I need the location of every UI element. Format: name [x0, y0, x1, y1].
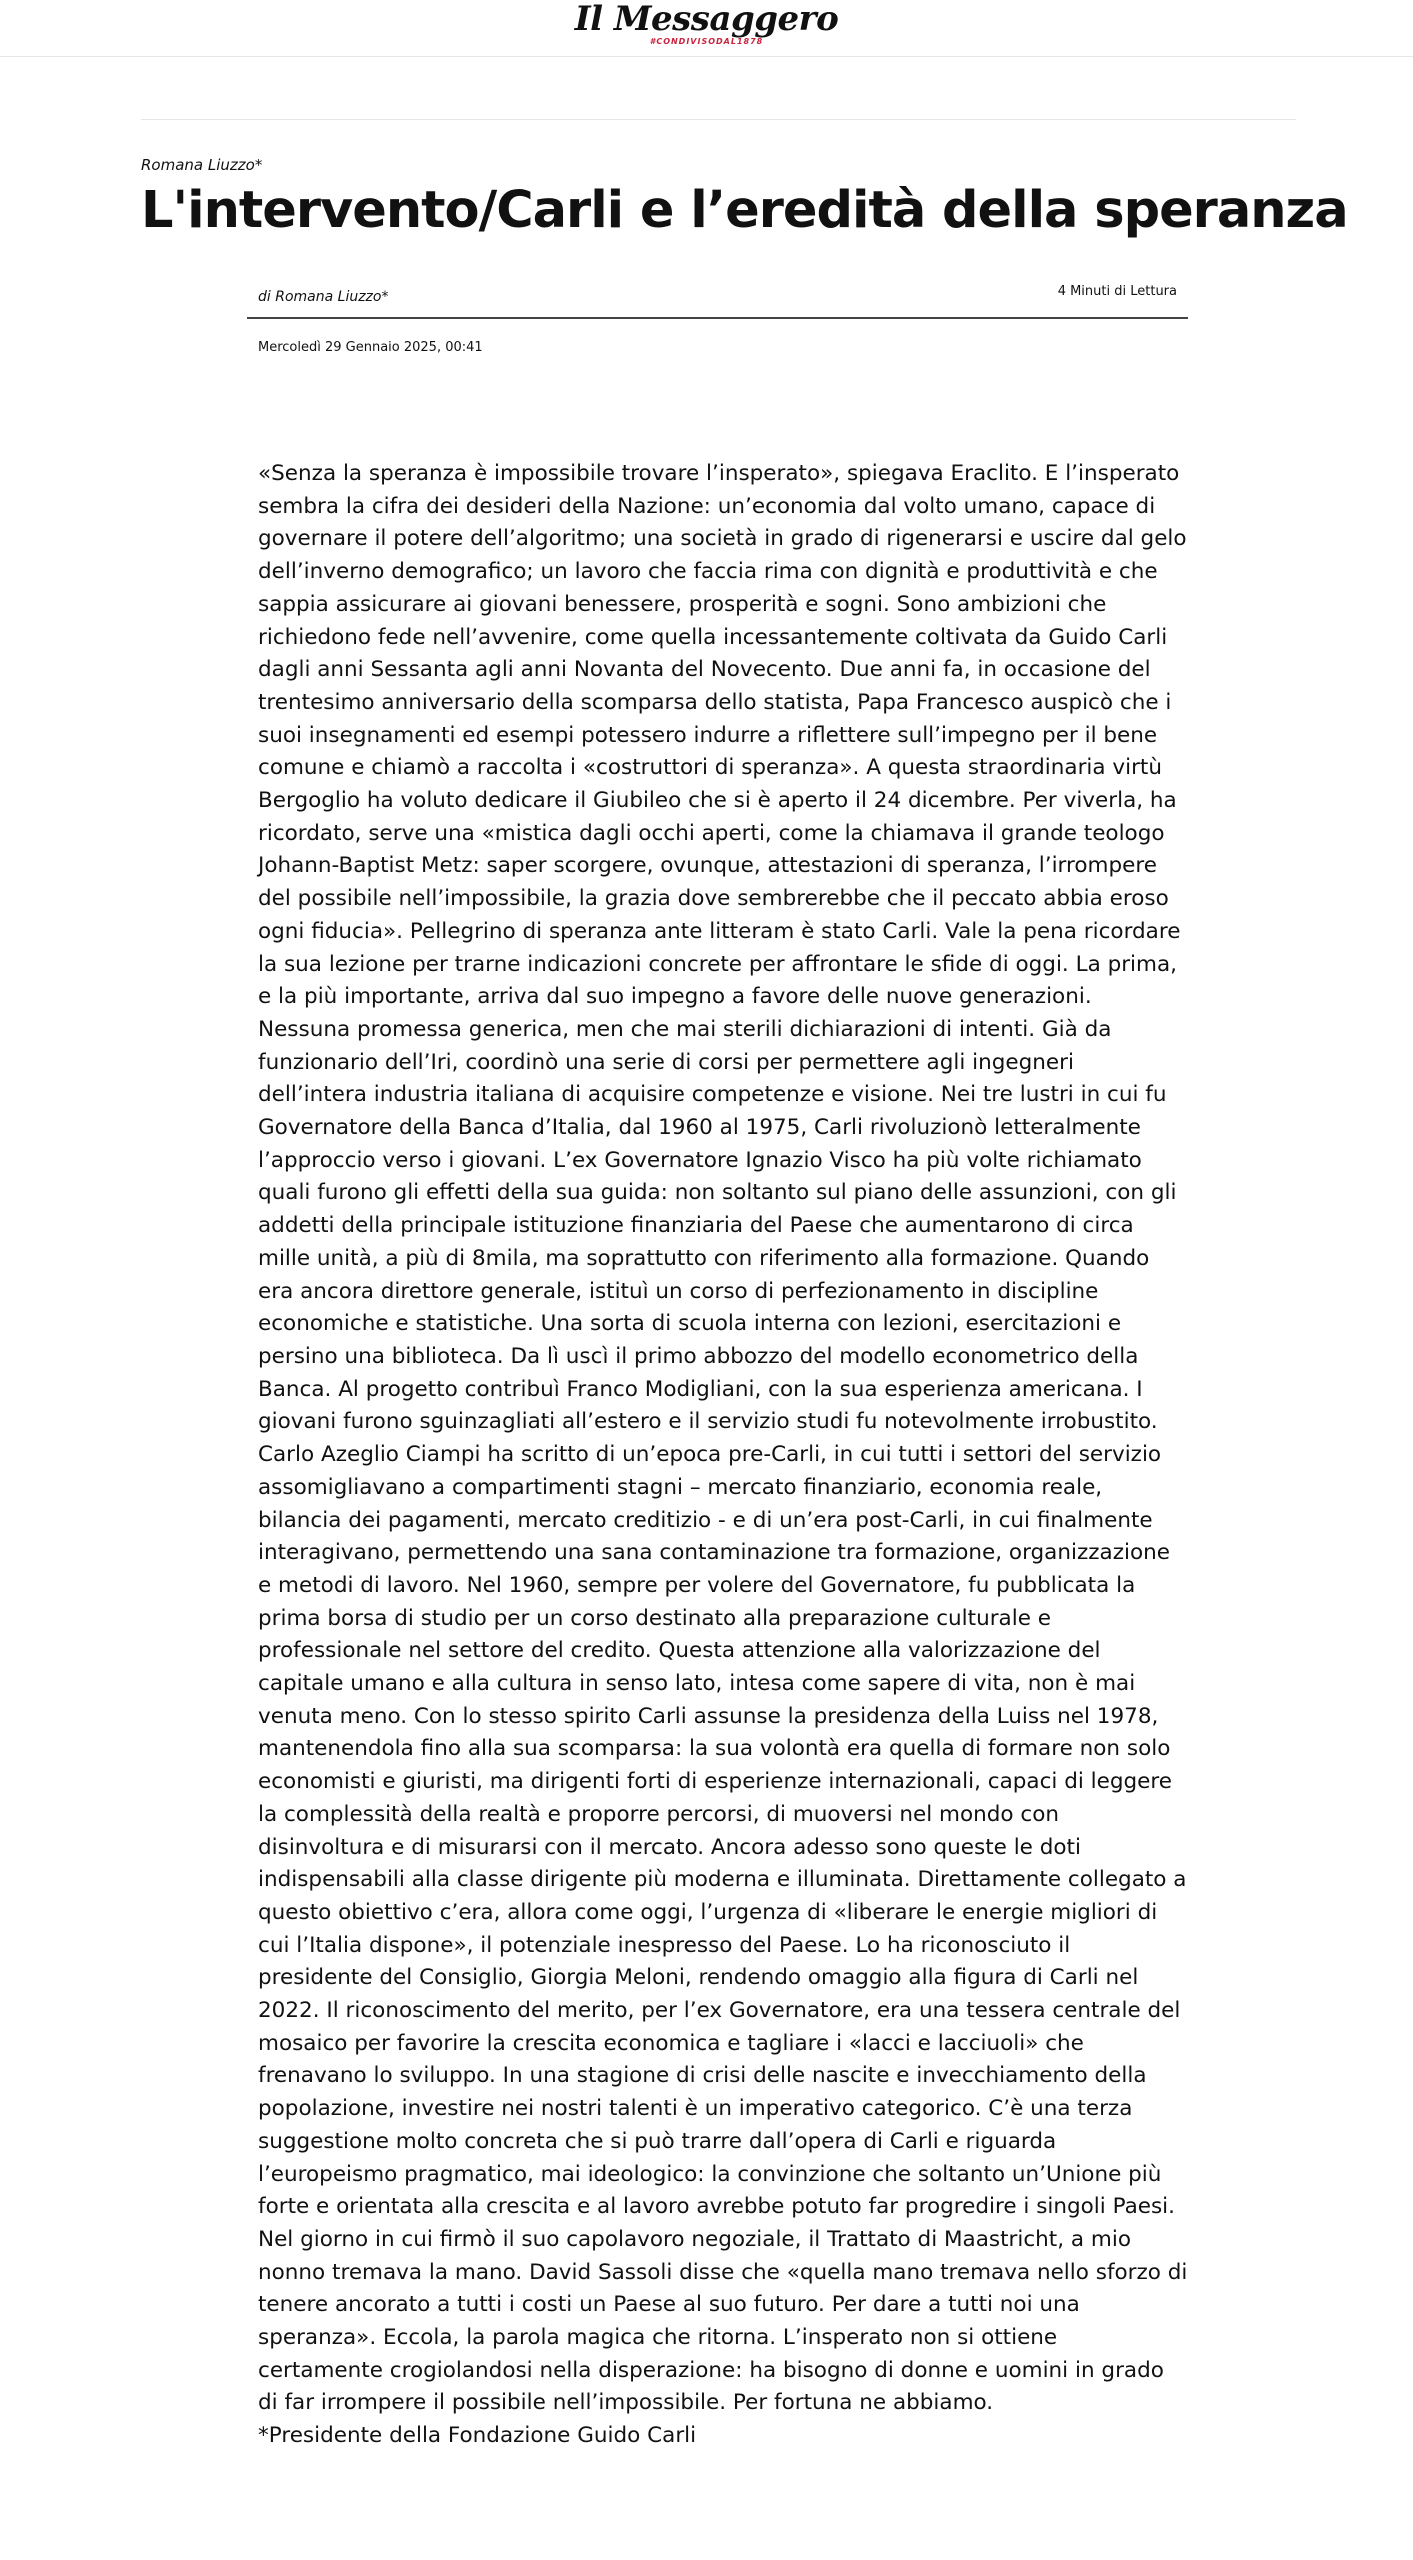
article-title: L'intervento/Carli e l’eredità della speranza [141, 181, 1348, 240]
publish-date: Mercoledì 29 Gennaio 2025, 00:41 [258, 340, 483, 355]
logo-tagline: #CONDIVISODAL1878 [649, 37, 764, 46]
logo-text: Il Messaggero [574, 0, 839, 39]
author-label[interactable]: Romana Liuzzo* [141, 156, 263, 174]
logo-area [0, 0, 1413, 48]
article-body [258, 458, 1188, 2453]
read-time: 4 Minuti di Lettura [1057, 284, 1177, 299]
top-divider [141, 119, 1296, 120]
site-logo[interactable] [575, 2, 839, 47]
byline[interactable]: di Romana Liuzzo* [258, 289, 389, 305]
site-header [0, 0, 1413, 57]
meta-divider [247, 317, 1188, 319]
article-signature: *Presidente della Fondazione Guido Carli [258, 2423, 697, 2449]
article-paragraph: «Senza la speranza è impossibile trovare l’insperato», spiegava Eraclito. E l’insperato sembra la cifra dei desideri della Nazione: un’economia dal volto umano, capace di governare il potere dell’algoritmo; una società in grado di rigenerarsi e uscire dal gelo dell’inverno demografico; un lavoro che faccia rima con dignità e produttività e che sappia assicurare ai giovani benessere, prosperità e sogni. Sono ambizioni che richiedono fede nell’avvenire, come quella incessantemente coltivata da Guido Carli dagli anni Sessanta agli anni Novanta del Novecento. Due anni fa, in occasione del trentesimo anniversario della scomparsa dello statista, Papa Francesco auspicò che i suoi insegnamenti ed esempi potessero indurre a riflettere sull’impegno per il bene comune e chiamò a raccolta i «costruttori di speranza». A questa straordinaria virtù Bergoglio ha voluto dedicare il Giubileo che si è aperto il 24 dicembre. Per viverla, ha ricordato, serve una «mistica dagli occhi aperti, come la chiamava il grande teologo Johann-Baptist Metz: saper scorgere, ovunque, attestazioni di speranza, l’irrompere del possibile nell’impossibile, la grazia dove sembrerebbe che il peccato abbia eroso ogni fiducia». Pellegrino di speranza ante litteram è stato Carli. Vale la pena ricordare la sua lezione per trarne indicazioni concrete per affrontare le sfide di oggi. La prima, e la più importante, arriva dal suo impegno a favore delle nuove generazioni. Nessuna promessa generica, men che mai sterili dichiarazioni di intenti. Già da funzionario dell’Iri, coordinò una serie di corsi per permettere agli ingegneri dell’intera industria italiana di acquisire competenze e visione. Nei tre lustri in cui fu Governatore della Banca d’Italia, dal 1960 al 1975, Carli rivoluzionò letteralmente l’approccio verso i giovani. L’ex Governatore Ignazio Visco ha più volte richiamato quali furono gli effetti della sua guida: non soltanto sul piano delle assunzioni, con gli addetti della principale istituzione finanziaria del Paese che aumentarono di circa mille unità, a più di 8mila, ma soprattutto con riferimento alla formazione. Quando era ancora direttore generale, istituì un corso di perfezionamento in discipline economiche e statistiche. Una sorta di scuola interna con lezioni, esercitazioni e persino una biblioteca. Da lì uscì il primo abbozzo del modello econometrico della Banca. Al progetto contribuì Franco Modigliani, con la sua esperienza americana. I giovani furono sguinzagliati all’estero e il servizio studi fu notevolmente irrobustito. Carlo Azeglio Ciampi ha scritto di un’epoca pre-Carli, in cui tutti i settori del servizio assomigliavano a compartimenti stagni – mercato finanziario, economia reale, bilancia dei pagamenti, mercato creditizio - e di un’era post-Carli, in cui finalmente interagivano, permettendo una sana contaminazione tra formazione, organizzazione e metodi di lavoro. Nel 1960, sempre per volere del Governatore, fu pubblicata la prima borsa di studio per un corso destinato alla preparazione culturale e professionale nel settore del credito. Questa attenzione alla valorizzazione del capitale umano e alla cultura in senso lato, intesa come sapere di vita, non è mai venuta meno. Con lo stesso spirito Carli assunse la presidenza della Luiss nel 1978, mantenendola fino alla sua scomparsa: la sua volontà era quella di formare non solo economisti e giuristi, ma dirigenti forti di esperienze internazionali, capaci di leggere la complessità della realtà e proporre percorsi, di muoversi nel mondo con disinvoltura e di misurarsi con il mercato. Ancora adesso sono queste le doti indispensabili alla classe dirigente più moderna e illuminata. Direttamente collegato a questo obiettivo c’era, allora come oggi, l’urgenza di «liberare le energie migliori di cui l’Italia dispone», il potenziale inespresso del Paese. Lo ha riconosciuto il presidente del Consiglio, Giorgia Meloni, rendendo omaggio alla figura di Carli nel 2022. Il riconoscimento del merito, per l’ex Governatore, era una tessera centrale del mosaico per favorire la crescita economica e tagliare i «lacci e lacciuoli» che frenavano lo sviluppo. In una stagione di crisi delle nascite e invecchiamento della popolazione, investire nei nostri talenti è un imperativo categorico. C’è una terza suggestione molto concreta che si può trarre dall’opera di Carli e riguarda l’europeismo pragmatico, mai ideologico: la convinzione che soltanto un’Unione più forte e orientata alla crescita e al lavoro avrebbe potuto far progredire i singoli Paesi. Nel giorno in cui firmò il suo capolavoro negoziale, il Trattato di Maastricht, a mio nonno tremava la mano. David Sassoli disse che «quella mano tremava nello sforzo di tenere ancorato a tutti i costi un Paese al suo futuro. Per dare a tutti noi una speranza». Eccola, la parola magica che ritorna. L’insperato non si ottiene certamente crogiolandosi nella disperazione: ha bisogno di donne e uomini in grado di far irrompere il possibile nell’impossibile. Per fortuna ne abbiamo. [258, 461, 1188, 2416]
